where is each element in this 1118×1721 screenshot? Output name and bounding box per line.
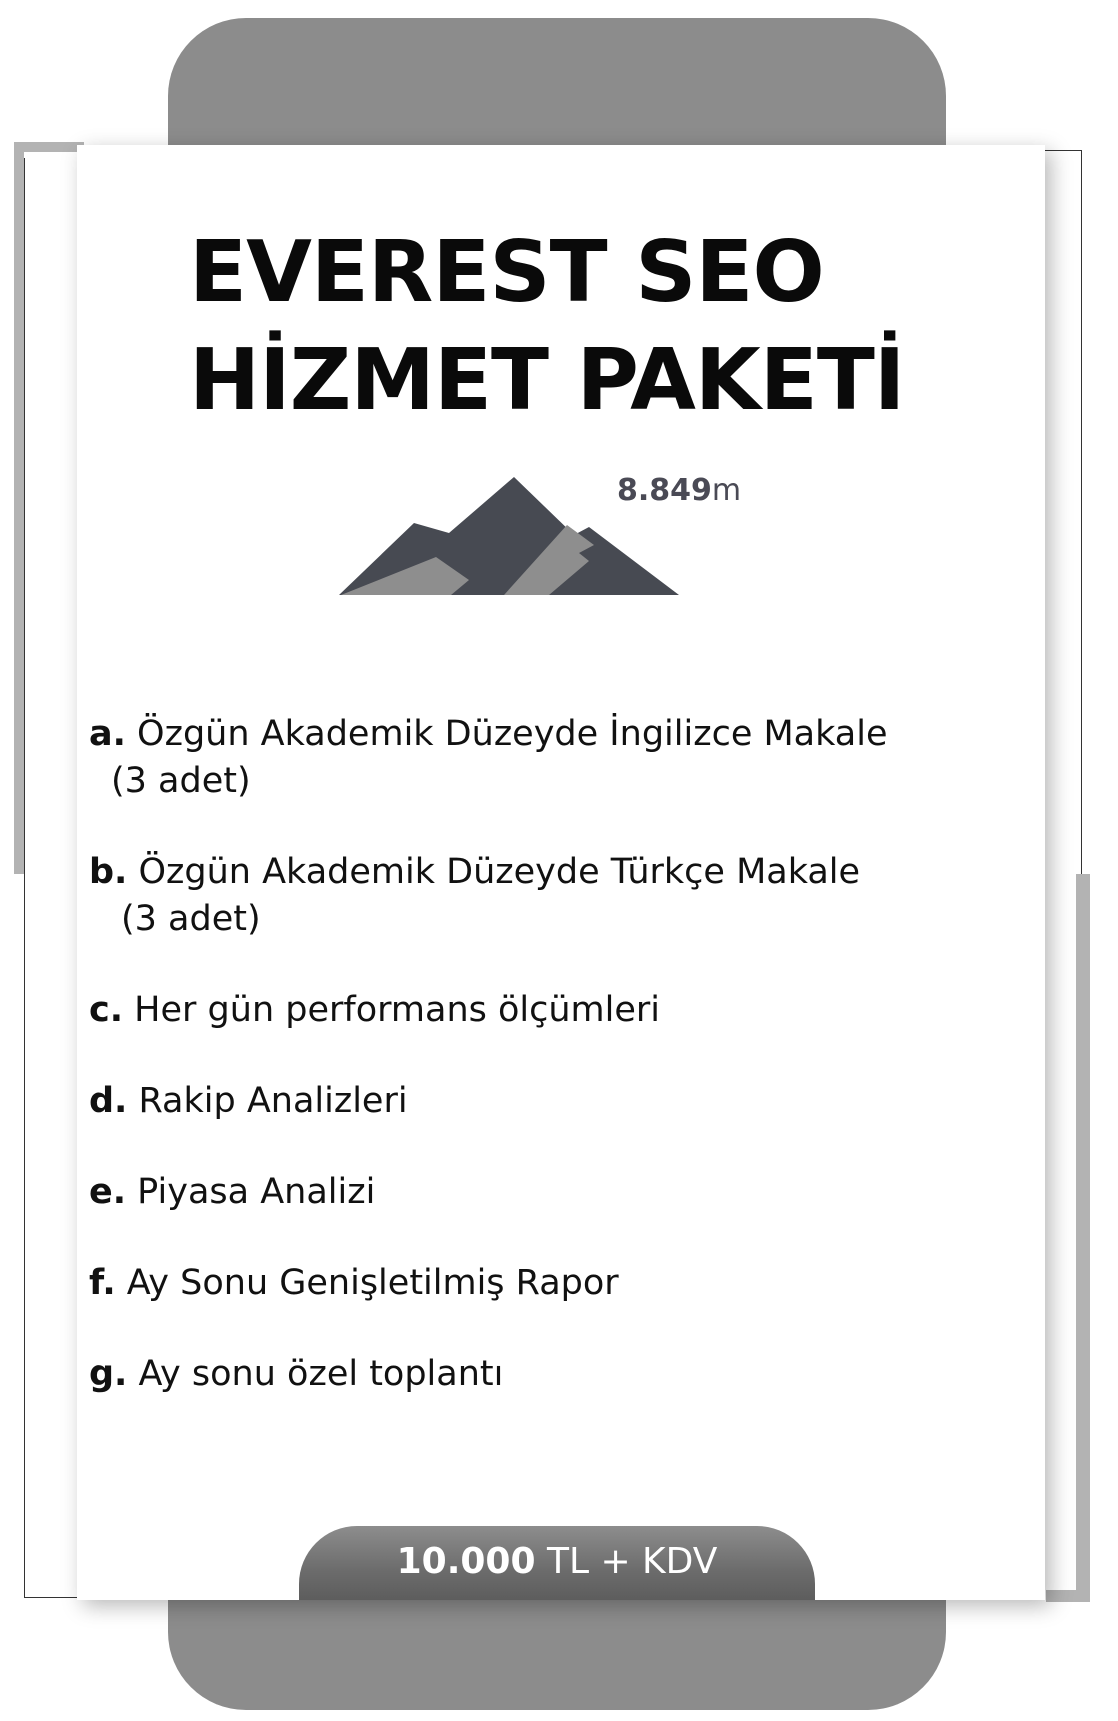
feature-subtext: (3 adet) (121, 899, 261, 939)
price-badge (299, 1526, 815, 1600)
feature-subtext: (3 adet) (111, 761, 251, 801)
feature-text: Ay Sonu Genişletilmiş Rapor (115, 1263, 619, 1303)
altitude-value: 8.849 (617, 473, 712, 508)
feature-item (89, 1351, 1019, 1398)
price-amount: 10.000 (396, 1541, 536, 1582)
mountain-icon (339, 445, 759, 595)
feature-text: Özgün Akademik Düzeyde İngilizce Makale (125, 714, 888, 754)
frame-accent-right (1076, 874, 1090, 1602)
feature-item (89, 1260, 1019, 1307)
feature-text: Piyasa Analizi (126, 1172, 376, 1212)
frame-line-bottom (24, 1597, 84, 1598)
package-title (189, 219, 904, 435)
feature-item (89, 987, 1019, 1034)
frame-line-top-right (1040, 150, 1082, 151)
package-card (77, 145, 1045, 1600)
feature-letter: c. (89, 990, 124, 1030)
altitude-label (617, 473, 741, 508)
frame-line-right (1081, 150, 1082, 890)
frame-line-left (24, 158, 25, 1598)
feature-item (89, 1078, 1019, 1125)
feature-text: Özgün Akademik Düzeyde Türkçe Makale (127, 852, 861, 892)
feature-letter: g. (89, 1354, 128, 1394)
frame-accent-left (14, 142, 24, 874)
frame-accent-top (14, 142, 84, 152)
feature-item (89, 1169, 1019, 1216)
feature-text: Her gün performans ölçümleri (123, 990, 661, 1030)
title-line-1: EVEREST SEO (189, 223, 824, 322)
price-suffix: TL + KDV (535, 1541, 718, 1582)
feature-letter: e. (89, 1172, 127, 1212)
feature-text: Rakip Analizleri (127, 1081, 408, 1121)
feature-text: Ay sonu özel toplantı (127, 1354, 504, 1394)
title-line-2: HİZMET PAKETİ (189, 331, 905, 430)
feature-letter: b. (89, 852, 128, 892)
feature-item (89, 849, 1019, 943)
feature-list (89, 711, 1019, 1442)
altitude-unit: m (711, 473, 742, 508)
feature-letter: f. (89, 1263, 116, 1303)
feature-item (89, 711, 1019, 805)
feature-letter: a. (89, 714, 126, 754)
feature-letter: d. (89, 1081, 128, 1121)
frame-accent-bottom-right (1046, 1590, 1090, 1602)
